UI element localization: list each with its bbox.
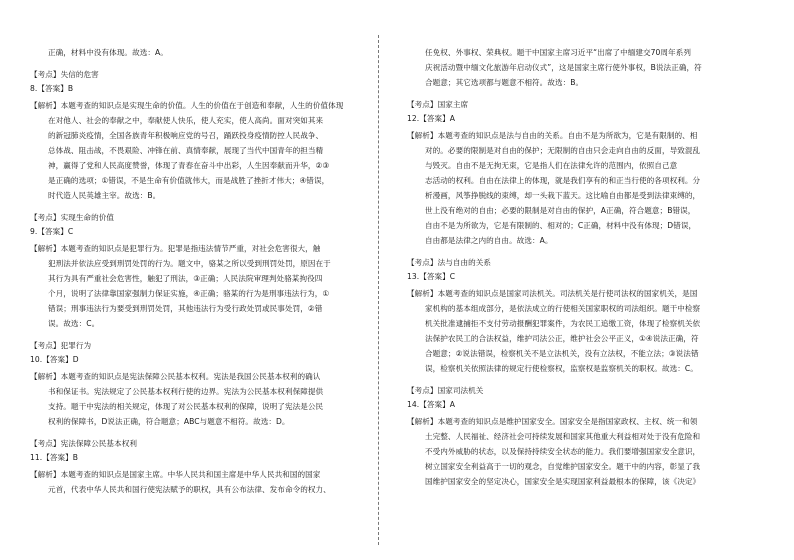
text-line: 8.【答案】B [30,84,74,93]
text-line: 误，检察机关依照法律的规定行使检察权，监察权是监察机关的职权。故选：C。 [425,364,698,373]
column-divider [378,35,379,545]
text-line: 误。故选：C。 [48,319,100,328]
text-line: 法保护农民工的合法权益，维护司法公正，维护社会公平正义，①④说法正确，符 [425,334,699,343]
text-line: 对的。必要的限制是对自由的保护；无限制的自由只会走向自由的反面，导致混乱 [425,146,701,155]
text-line: 【解析】本题考查的知识点是国家主席。中华人民共和国主席是中华人民共和国的国家 [30,470,321,479]
text-line: 的新冠肺炎疫情，全国各族青年积极响应党的号召，踊跃投身疫情防控人民战争、 [48,131,324,140]
text-line: 【考点】法与自由的关系 [407,258,492,267]
text-line: 书和保证书。宪法规定了公民基本权利行使的边界。宪法为公民基本权利保障提供 [48,387,324,396]
text-line: 家机构的基本组成部分，是依法成立的行使相关国家职权的司法组织。题干中检察 [425,304,701,313]
text-line: 错误；刑事违法行为要受到刑罚处罚，其他违法行为受行政处罚或民事处罚，②错 [48,304,323,313]
text-line: 权利的保障书，D说法正确，符合题意；ABC与题意不相符。故选：D。 [48,417,290,426]
text-line: 【解析】本题考查的知识点是实现生命的价值。人生的价值在于创造和奉献，人生的价值体现 [30,101,344,110]
text-line: 总体战、阻击战，不畏艰险、冲锋在前、真情奉献，展现了当代中国青年的担当精 [48,146,324,155]
text-line: 【考点】国家主席 [407,100,469,109]
text-line: 正确，材料中没有体现。故选：A。 [48,48,168,57]
text-line: 析漫画，风筝挣脱线的束缚，却一头栽下蓝天。这比喻自由都是受到法律束缚的， [425,191,701,200]
text-line: 任免权、外事权、荣典权。题干中国家主席习近平“出席了中缅建交70周年系列 [425,48,691,57]
text-line: 国维护国家安全的坚定决心，国家安全是实现国家利益最根本的保障，该《决定》 [425,477,701,486]
text-line: 个月，说明了法律靠国家强制力保证实施，④正确；骆某的行为是刑事违法行为，① [48,289,330,298]
text-line: 自由都是法律之内的自由。故选：A。 [425,236,553,245]
text-line: 【解析】本题考查的知识点是维护国家安全。国家安全是指国家政权、主权、统一和领 [407,417,698,426]
text-line: 【解析】本题考查的知识点是国家司法机关。司法机关是行使司法权的国家机关，是国 [407,289,698,298]
text-line: 12.【答案】A [407,114,456,123]
text-line: 【考点】失信的危害 [30,70,99,79]
text-line: 与毁灭。自由不是无拘无束，它是指人们在法律允许的范围内，依照自己意 [425,161,678,170]
text-line: 不受内外威胁的状态，以及保持持续安全状态的能力。我们要增强国家安全意识， [425,447,701,456]
text-line: 14.【答案】A [407,400,456,409]
text-line: 世上没有绝对的自由；必要的限制是对自由的保护，A正确，符合题意；B错误， [425,206,696,215]
text-line: 合题意；②说法错误，检察机关不是立法机关，没有立法权，不能立法；③说法错 [425,349,699,358]
text-line: 合题意；其它选项都与题意不相符。故选：B。 [425,78,584,87]
text-line: 是正确的选项；①错误，不是生命有价值就伟大，而是战胜了挫折才伟大；④错误， [48,176,330,185]
text-line: 13.【答案】C [407,272,456,281]
text-line: 【考点】实现生命的价值 [30,213,115,222]
text-line: 犯刑法并依法应受到刑罚处罚的行为。题文中，骆某之所以受到刑罚处罚，原因在于 [48,259,331,268]
text-line: 志活动的权利。自由在法律上的体现，就是我们享有的和正当行使的各项权利。分 [425,176,701,185]
text-line: 【解析】本题考查的知识点是宪法保障公民基本权利。宪法是我国公民基本权利的确认 [30,372,321,381]
text-line: 11.【答案】B [30,453,79,462]
text-line: 10.【答案】D [30,355,79,364]
text-line: 自由不是为所欲为，它是有限制的、相对的；C正确，材料中没有体现；D错误， [425,221,697,230]
text-line: 土完整、人民福祉、经济社会可持续发展和国家其他重大利益相对处于没有危险和 [425,432,701,441]
text-line: 【考点】犯罪行为 [30,341,92,350]
text-line: 神，赢得了党和人民高度赞誉，体现了青春在奋斗中出彩，人生因奉献而升华，②③ [48,161,330,170]
text-line: 在对他人、社会的奉献之中，奉献使人快乐，使人充实，使人高尚。面对突如其来 [48,116,324,125]
text-line: 【解析】本题考查的知识点是法与自由的关系。自由不是为所欲为，它是有限制的、相 [407,131,698,140]
text-line: 【解析】本题考查的知识点是犯罪行为。犯罪是指违法情节严重，对社会危害很大，触 [30,244,321,253]
text-line: 元首，代表中华人民共和国行使宪法赋予的职权，具有公布法律、发布命令的权力、 [48,485,331,494]
text-line: 庆祝活动暨中缅文化旅游年启动仪式”，这是国家主席行使外事权，B说法正确，符 [425,63,702,72]
text-line: 树立国家安全利益高于一切的观念，自觉维护国家安全。题干中的内容，彰显了我 [425,462,701,471]
text-line: 支持。题干中宪法的相关规定，体现了对公民基本权利的保障，说明了宪法是公民 [48,402,324,411]
text-line: 时代造人民英雄主宰。故选：B。 [48,191,161,200]
text-line: 机关批准逮捕拒不支付劳动报酬犯罪案件，为农民工追缴工资，体现了检察机关依 [425,319,701,328]
text-line: 其行为具有严重社会危害性，触犯了刑法，③正确；人民法院审理判处骆某拘役四 [48,274,323,283]
text-line: 【考点】国家司法机关 [407,386,484,395]
text-line: 9.【答案】C [30,227,74,236]
text-line: 【考点】宪法保障公民基本权利 [30,439,138,448]
